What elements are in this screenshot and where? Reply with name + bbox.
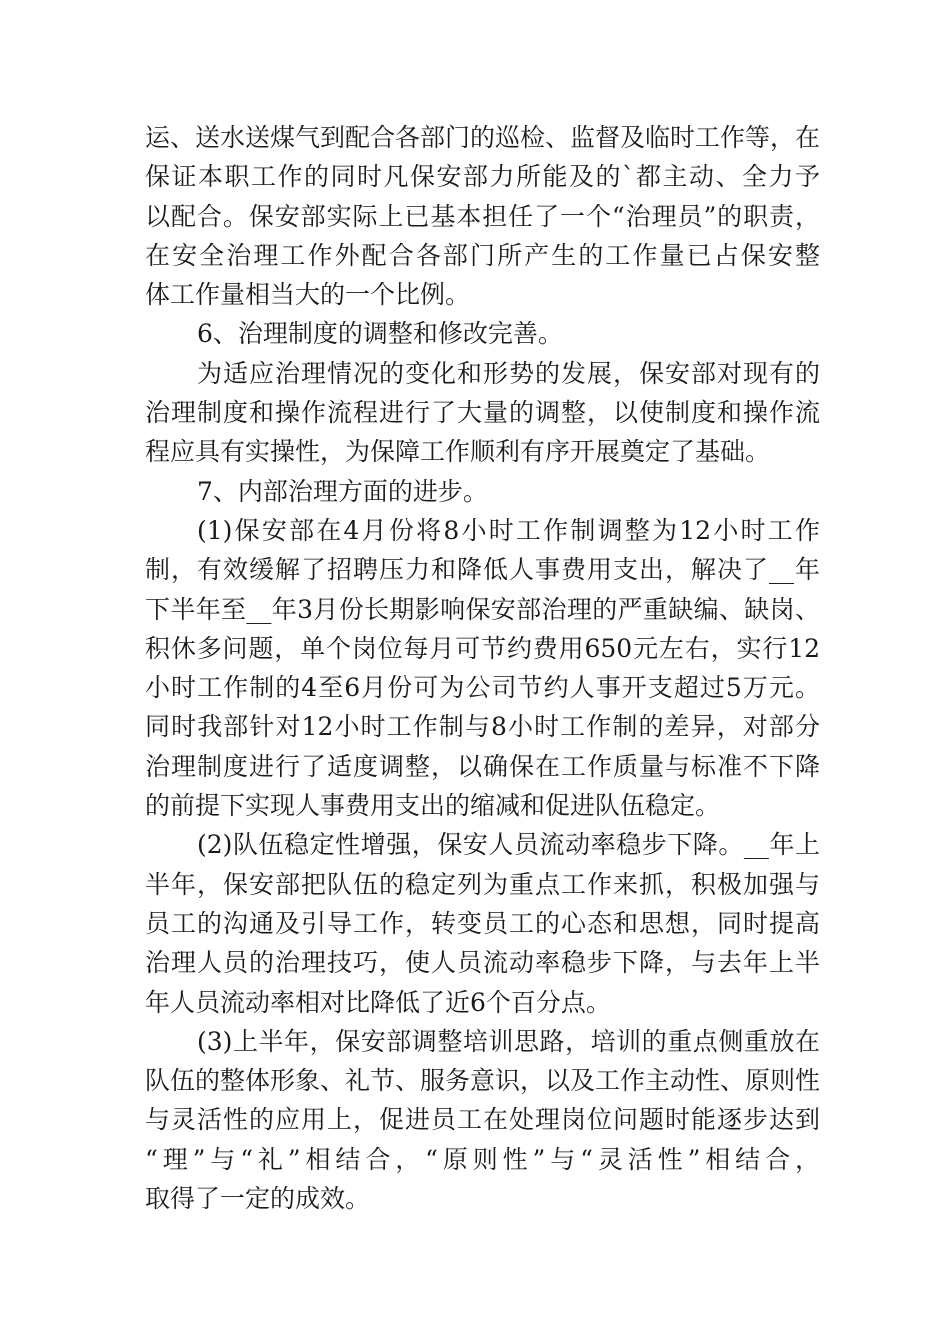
- text-line: 体工作量相当大的一个比例。: [145, 280, 471, 310]
- text-line: 下半年至__年3月份长期影响保安部治理的严重缺编、缺岗、: [145, 594, 820, 624]
- text-line: 队伍的整体形象、礼节、服务意识，以及工作主动性、原则性: [145, 1066, 821, 1096]
- text-line: 为适应治理情况的变化和形势的发展，保安部对现有的: [197, 358, 820, 388]
- text-line: 小时工作制的4至6月份可为公司节约人事开支超过5万元。: [145, 673, 820, 703]
- text-line: 程应具有实操性，为保障工作顺利有序开展奠定了基础。: [145, 437, 771, 467]
- text-line: 半年，保安部把队伍的稳定列为重点工作来抓，积极加强与: [145, 869, 820, 899]
- section-heading: 6、治理制度的调整和修改完善。: [197, 319, 563, 349]
- text-line: 治理制度和操作流程进行了大量的调整，以使制度和操作流: [145, 398, 820, 428]
- text-line: 运、送水送煤气到配合各部门的巡检、监督及临时工作等，在: [145, 123, 821, 152]
- text-line: (2)队伍稳定性增强，保安人员流动率稳步下降。__年上: [197, 830, 820, 860]
- text-line: 的前提下实现人事费用支出的缩减和促进队伍稳定。: [145, 791, 721, 821]
- text-line: 积休多问题，单个岗位每月可节约费用650元左右，实行12: [145, 633, 820, 663]
- text-line: “理”与“礼”相结合，“原则性”与“灵活性”相结合，: [145, 1144, 820, 1174]
- text-line: 与灵活性的应用上，促进员工在处理岗位问题时能逐步达到: [145, 1105, 820, 1135]
- section-heading: 7、内部治理方面的进步。: [197, 476, 488, 506]
- text-line: (3)上半年，保安部调整培训思路，培训的重点侧重放在: [197, 1026, 820, 1056]
- text-line: 保证本职工作的同时凡保安部力所能及的`都主动、全力予: [145, 162, 820, 192]
- text-line: 同时我部针对12小时工作制与8小时工作制的差异，对部分: [145, 712, 820, 742]
- text-line: 治理人员的治理技巧，使人员流动率稳步下降，与去年上半: [145, 948, 820, 978]
- document-page: [145, 118, 820, 1218]
- text-line: 年人员流动率相对比降低了近6个百分点。: [145, 987, 611, 1017]
- text-line: 治理制度进行了适度调整，以确保在工作质量与标准不下降: [145, 751, 820, 781]
- text-line: 在安全治理工作外配合各部门所产生的工作量已占保安整: [145, 240, 820, 270]
- text-line: 取得了一定的成效。: [145, 1184, 371, 1214]
- text-line: 制，有效缓解了招聘压力和降低人事费用支出，解决了__年: [145, 555, 820, 585]
- text-line: 员工的沟通及引导工作，转变员工的心态和思想，同时提高: [145, 908, 820, 938]
- text-line: 以配合。保安部实际上已基本担任了一个“治理员”的职责，: [145, 201, 820, 231]
- text-line: (1)保安部在4月份将8小时工作制调整为12小时工作: [197, 515, 820, 545]
